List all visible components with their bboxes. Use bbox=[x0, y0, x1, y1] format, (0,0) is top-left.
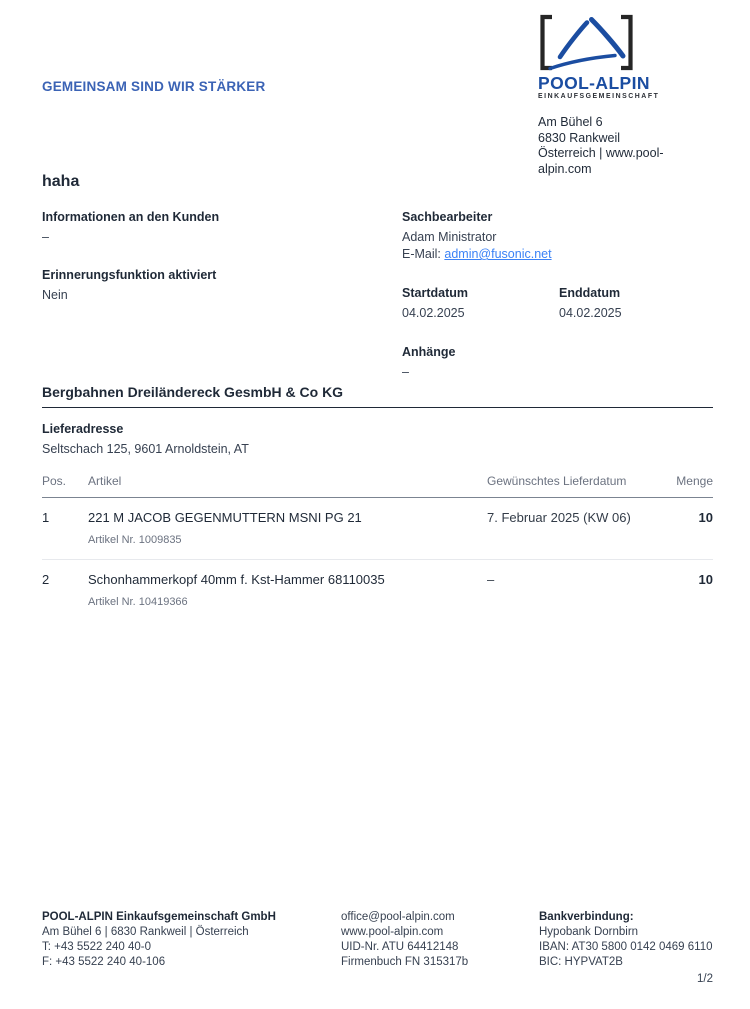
header-address-line: Österreich | www.pool-alpin.com bbox=[538, 146, 664, 176]
header-address-line: 6830 Rankweil bbox=[538, 130, 620, 145]
attachments-group bbox=[402, 344, 717, 380]
row-quantity: 10 bbox=[663, 498, 713, 560]
company-slogan: GEMEINSAM SIND WIR STÄRKER bbox=[42, 79, 266, 94]
footer-bank-label: Bankverbindung: bbox=[539, 911, 634, 923]
delivery-address-value: Seltschach 125, 9601 Arnoldstein, AT bbox=[42, 442, 249, 456]
pool-alpin-mountain-brackets-icon bbox=[538, 14, 635, 72]
items-table bbox=[42, 474, 713, 621]
page-title: haha bbox=[42, 173, 80, 190]
clerk-name: Adam Ministrator bbox=[402, 230, 497, 244]
delivery-address-label: Lieferadresse bbox=[42, 422, 124, 436]
column-header-article: Artikel bbox=[88, 474, 487, 498]
footer-company-phone: T: +43 5522 240 40-0 bbox=[42, 941, 152, 953]
brand-tagline: EINKAUFSGEMEINSCHAFT bbox=[538, 93, 660, 100]
reminder-value: Nein bbox=[42, 288, 68, 302]
column-header-quantity: Menge bbox=[663, 474, 713, 498]
footer-company-name: POOL-ALPIN Einkaufsgemeinschaft GmbH bbox=[42, 911, 276, 923]
start-date-group bbox=[402, 285, 559, 321]
row-delivery-date: – bbox=[487, 572, 495, 587]
start-date-value: 04.02.2025 bbox=[402, 306, 465, 320]
end-date-value: 04.02.2025 bbox=[559, 306, 622, 320]
end-date-group bbox=[559, 285, 622, 321]
row-quantity: 10 bbox=[698, 572, 713, 587]
footer-bank-bic: BIC: HYPVAT2B bbox=[539, 956, 623, 968]
table-row bbox=[42, 560, 713, 621]
page-number: 1/2 bbox=[697, 973, 713, 985]
clerk-email-link[interactable]: admin@fusonic.net bbox=[444, 247, 552, 261]
row-article-cell bbox=[88, 560, 487, 621]
customer-name-heading: Bergbahnen Dreiländereck GesmbH & Co KG bbox=[42, 384, 344, 400]
details-left-column bbox=[42, 209, 382, 303]
brand-name: POOL-ALPIN bbox=[538, 73, 650, 93]
clerk-label: Sachbearbeiter bbox=[402, 210, 493, 224]
footer-company-column bbox=[42, 910, 276, 970]
footer-contact-column bbox=[341, 910, 468, 970]
article-title: 221 M JACOB GEGENMUTTERN MSNI PG 21 bbox=[88, 510, 362, 525]
clerk-email-line bbox=[402, 246, 717, 262]
row-delivery-date: 7. Februar 2025 (KW 06) bbox=[487, 498, 663, 560]
dates-row bbox=[402, 285, 717, 321]
footer-uid: UID-Nr. ATU 64412148 bbox=[341, 941, 459, 953]
logo-block bbox=[538, 14, 714, 177]
footer-company-fax: F: +43 5522 240 40-106 bbox=[42, 956, 166, 968]
footer-bank-column bbox=[539, 910, 713, 970]
row-position: 2 bbox=[42, 572, 50, 587]
details-right-column bbox=[402, 209, 717, 380]
attachments-value: – bbox=[402, 365, 409, 379]
column-header-pos: Pos. bbox=[42, 474, 88, 498]
header-address bbox=[538, 115, 714, 177]
end-date-label: Enddatum bbox=[559, 286, 621, 300]
row-article-cell bbox=[88, 498, 487, 560]
footer-company-address: Am Bühel 6 | 6830 Rankweil | Österreich bbox=[42, 926, 249, 938]
attachments-label: Anhänge bbox=[402, 345, 456, 359]
footer-register: Firmenbuch FN 315317b bbox=[341, 956, 469, 968]
email-prefix: E-Mail: bbox=[402, 247, 445, 261]
footer-bank-iban: IBAN: AT30 5800 0142 0469 6110 bbox=[539, 941, 713, 953]
customer-info-value: – bbox=[42, 230, 49, 244]
article-number: Artikel Nr. 1009835 bbox=[88, 534, 182, 546]
row-position: 1 bbox=[42, 498, 88, 560]
header-address-line: Am Bühel 6 bbox=[538, 115, 603, 129]
reminder-label: Erinnerungsfunktion aktiviert bbox=[42, 268, 217, 282]
table-header-row bbox=[42, 474, 713, 498]
article-number: Artikel Nr. 10419366 bbox=[88, 596, 188, 608]
footer-bank-name: Hypobank Dornbirn bbox=[539, 926, 639, 938]
article-title: Schonhammerkopf 40mm f. Kst-Hammer 68110035 bbox=[88, 572, 385, 587]
footer-email: office@pool-alpin.com bbox=[341, 911, 455, 923]
customer-info-label: Informationen an den Kunden bbox=[42, 210, 220, 224]
order-section bbox=[42, 384, 713, 621]
table-row bbox=[42, 498, 713, 560]
column-header-delivery-date: Gewünschtes Lieferdatum bbox=[487, 474, 663, 498]
footer-website: www.pool-alpin.com bbox=[341, 926, 444, 938]
section-divider bbox=[42, 407, 713, 408]
start-date-label: Startdatum bbox=[402, 286, 468, 300]
